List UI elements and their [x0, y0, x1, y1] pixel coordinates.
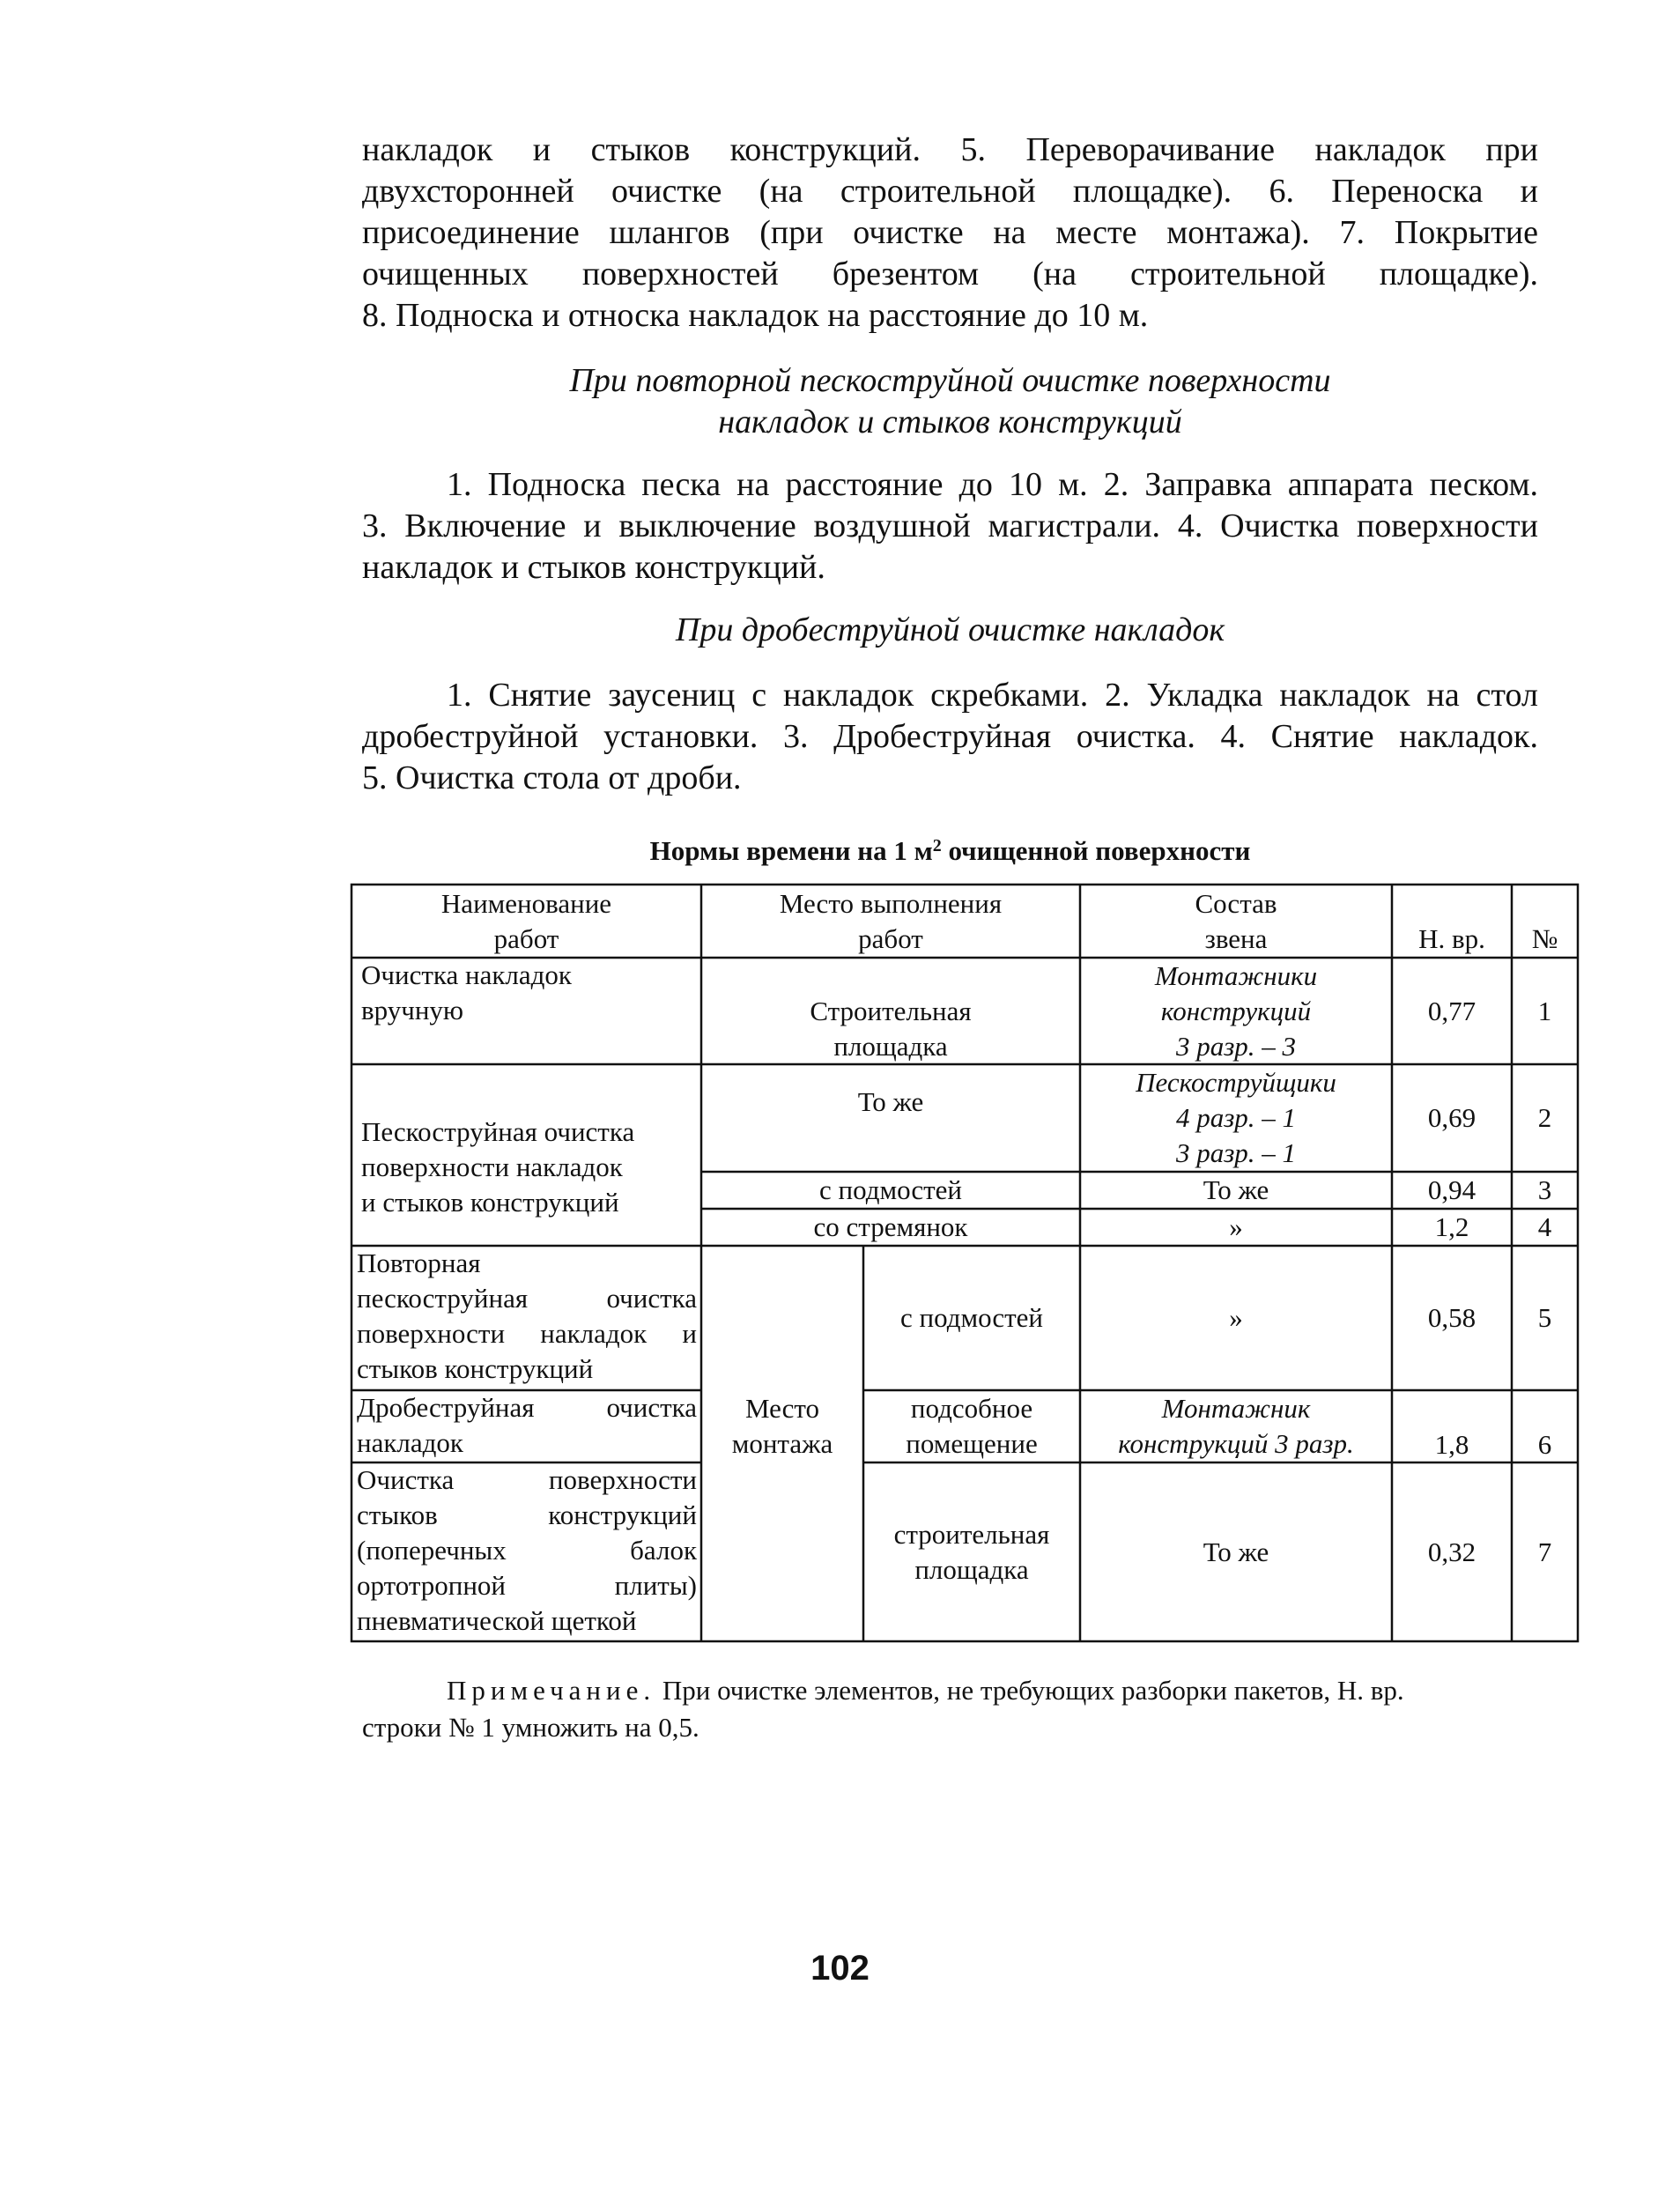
cell-line: площадка	[833, 1031, 948, 1062]
row2-place	[701, 1064, 1080, 1172]
row6-place	[863, 1390, 1080, 1462]
table-title-superscript: 2	[932, 836, 942, 855]
cell-line: вручную	[361, 995, 464, 1025]
cell-line: Пескоструйная очистка	[361, 1116, 635, 1147]
row-number: 3	[1537, 1174, 1552, 1205]
row7-crew	[1080, 1462, 1392, 1641]
cell-line: пневматической щеткой	[357, 1605, 637, 1636]
row4-crew	[1080, 1209, 1392, 1246]
row5-norm	[1392, 1246, 1512, 1390]
cell-text: То же	[1203, 1174, 1269, 1205]
cell-line: накладок	[357, 1427, 463, 1458]
cell-line: ортотропной плиты)	[357, 1570, 697, 1601]
row6-num	[1512, 1427, 1578, 1462]
heading-line: При дробеструйной очистке накладок	[675, 611, 1225, 648]
row1-name	[361, 958, 696, 1030]
cell-text: с подмостей	[818, 1174, 963, 1205]
text-line: накладок и стыков конструкций.	[362, 549, 825, 586]
row2-norm	[1392, 1064, 1512, 1172]
cell-line: (поперечных балок	[357, 1535, 697, 1566]
row5-crew	[1080, 1246, 1392, 1390]
text-line: 8. Подноска и относка накладок на расстояние до 10 м.	[362, 297, 1149, 334]
text-line: дробеструйной установки. 3. Дробеструйная очистка. 4. Снятие накладок.	[362, 718, 1538, 755]
row5-num	[1512, 1246, 1578, 1390]
text-line: накладок и стыков конструкций. 5. Переворачивание накладок при	[362, 131, 1538, 168]
row-number: 5	[1537, 1302, 1552, 1333]
note-text: строки № 1 умножить на 0,5.	[362, 1712, 699, 1743]
cell-line: Монтажники	[1154, 959, 1318, 991]
cell-line: Место	[744, 1393, 820, 1424]
heading-line: При повторной пескоструйной очистке поверхности	[569, 362, 1331, 399]
row-number: 6	[1537, 1429, 1552, 1460]
cell-line: поверхности накладок и	[357, 1318, 697, 1349]
row1-crew	[1080, 958, 1392, 1064]
table-note	[362, 1672, 1538, 1746]
cell-line: строительная	[893, 1518, 1050, 1550]
cell-text: То же	[857, 1086, 924, 1117]
norm-value: 0,32	[1427, 1536, 1476, 1567]
row5-name	[357, 1246, 700, 1390]
cell-line: помещение	[906, 1428, 1038, 1459]
table-title-text: Нормы времени на 1 м	[649, 835, 933, 866]
text-line: 1. Подноска песка на расстояние до 10 м. 2. Заправка аппарата песком.	[447, 466, 1538, 503]
header-norm-text: Н. вр.	[1418, 923, 1485, 954]
header-name	[352, 885, 701, 958]
row7-name	[357, 1462, 700, 1641]
norm-value: 1,8	[1434, 1429, 1469, 1460]
heading-line: накладок и стыков конструкций	[718, 404, 1182, 441]
cell-line: и стыков конструкций	[361, 1187, 619, 1218]
header-crew	[1080, 885, 1392, 958]
header-line: Место выполнения	[779, 887, 1003, 919]
cell-line: монтажа	[731, 1428, 833, 1459]
cell-line: конструкций	[1160, 995, 1312, 1026]
cell-text: »	[1229, 1211, 1243, 1242]
header-norm	[1392, 921, 1512, 958]
cell-line: Очистка накладок	[361, 959, 572, 990]
text-line: присоединение шлангов (при очистке на месте монтажа). 7. Покрытие	[362, 214, 1538, 251]
cell-line: площадка	[914, 1553, 1029, 1585]
row4-num	[1512, 1209, 1578, 1246]
cell-line: Очистка поверхности	[357, 1464, 697, 1495]
place-merged	[701, 1390, 863, 1462]
row2-name	[361, 1064, 696, 1246]
header-line: Состав	[1195, 887, 1277, 919]
row1-place	[701, 994, 1080, 1064]
norm-value: 1,2	[1434, 1211, 1469, 1242]
cell-line: Монтажник	[1161, 1393, 1311, 1424]
cell-line: Дробеструйная очистка	[357, 1392, 697, 1423]
table-title-text: очищенной поверхности	[941, 835, 1251, 866]
header-num	[1512, 921, 1578, 958]
row5-place	[863, 1246, 1080, 1390]
text-line: 5. Очистка стола от дроби.	[362, 759, 742, 796]
norm-value: 0,58	[1427, 1302, 1476, 1333]
cell-line: 3 разр. – 1	[1175, 1137, 1297, 1168]
text-line: очищенных поверхностей брезентом (на строительной площадке).	[362, 255, 1538, 292]
cell-line: стыков конструкций	[357, 1499, 697, 1530]
cell-text: со стремянок	[813, 1211, 968, 1242]
cell-line: пескоструйная очистка	[357, 1283, 697, 1314]
cell-line: 4 разр. – 1	[1175, 1102, 1297, 1133]
cell-line: подсобное	[910, 1393, 1033, 1424]
header-num-text: №	[1531, 923, 1558, 954]
row6-crew	[1080, 1390, 1392, 1462]
header-line: звена	[1204, 922, 1268, 954]
row3-num	[1512, 1172, 1578, 1209]
row6-norm	[1392, 1427, 1512, 1462]
note-label: Примечание.	[447, 1675, 656, 1706]
row-number: 7	[1537, 1536, 1552, 1567]
row2-crew	[1080, 1064, 1392, 1172]
cell-line: Пескоструйщики	[1136, 1067, 1336, 1098]
cell-line: 3 разр. – 3	[1175, 1030, 1297, 1062]
row7-num	[1512, 1462, 1578, 1641]
row7-norm	[1392, 1462, 1512, 1641]
text-line: 3. Включение и выключение воздушной магистрали. 4. Очистка поверхности	[362, 507, 1538, 544]
cell-line: поверхности накладок	[361, 1151, 623, 1182]
header-line: Наименование	[440, 887, 612, 919]
cell-line: стыков конструкций	[357, 1353, 594, 1384]
text-line: двухсторонней очистке (на строительной площадке). 6. Переноска и	[362, 173, 1538, 210]
row6-name	[357, 1390, 700, 1462]
row4-place	[701, 1209, 1080, 1246]
row3-crew	[1080, 1172, 1392, 1209]
row4-norm	[1392, 1209, 1512, 1246]
row-number: 2	[1537, 1102, 1552, 1133]
header-line: работ	[858, 922, 923, 954]
page-number: 102	[810, 1949, 870, 1988]
row-number: 1	[1537, 995, 1552, 1026]
text-line: 1. Снятие заусениц с накладок скребками. 2. Укладка накладок на стол	[447, 677, 1538, 714]
norm-value: 0,69	[1427, 1102, 1476, 1133]
row7-place	[863, 1462, 1080, 1641]
row3-norm	[1392, 1172, 1512, 1209]
row1-num	[1512, 958, 1578, 1064]
row1-norm	[1392, 958, 1512, 1064]
cell-text: с подмостей	[899, 1302, 1044, 1333]
header-line: работ	[493, 922, 559, 954]
norm-value: 0,94	[1427, 1174, 1476, 1205]
cell-line: Строительная	[810, 996, 972, 1026]
row3-place	[701, 1172, 1080, 1209]
header-place	[701, 885, 1080, 958]
cell-line: Повторная	[357, 1248, 481, 1278]
row-number: 4	[1537, 1211, 1552, 1242]
row2-num	[1512, 1064, 1578, 1172]
norm-value: 0,77	[1427, 995, 1476, 1026]
cell-text: То же	[1203, 1536, 1269, 1567]
note-text: При очистке элементов, не требующих разборки пакетов, Н. вр.	[655, 1675, 1404, 1706]
cell-line: конструкций 3 разр.	[1118, 1428, 1354, 1459]
cell-text: »	[1229, 1302, 1243, 1333]
